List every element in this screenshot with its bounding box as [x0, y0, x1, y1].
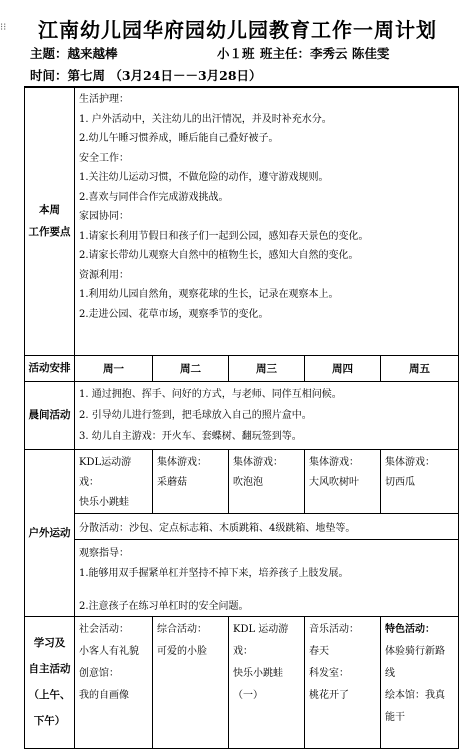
plan-line: 1.请家长利用节假日和孩子们一起到公园，感知春天景色的变化。 — [79, 230, 369, 242]
day-tuesday: 周二 — [153, 355, 229, 381]
outdoor-game-friday: 集体游戏： 切西瓜 — [381, 449, 459, 513]
outdoor-game-monday: KDL运动游戏： 快乐小跳蛙 — [75, 449, 153, 513]
outdoor-guidance: 观察指导： 1.能够用双手握紧单杠并坚持不掉下来，培养孩子上肢发展。 2.注意孩子在练习单杠时的安全问题。 — [75, 539, 459, 616]
plan-label: 本周 工作要点 — [25, 87, 75, 355]
outdoor-game-wednesday: 集体游戏： 吹泡泡 — [229, 449, 305, 513]
study-thursday: 音乐活动： 春天 科发室： 桃花开了 — [305, 616, 381, 748]
plan-line: 1.利用幼儿园自然角，观察花球的生长，记录在观察本上。 — [79, 289, 339, 300]
morning-line: 2. 引导幼儿进行签到，把毛球放入自己的照片盒中。 — [79, 409, 312, 421]
plan-row — [25, 87, 459, 355]
day-friday: 周五 — [381, 355, 459, 381]
morning-label: 晨间活动 — [25, 381, 75, 449]
time-label: 时间：第七周 （3月24日－－3月28日） — [30, 68, 262, 83]
plan-line: 2.喜欢与同伴合作完成游戏挑战。 — [79, 191, 229, 203]
class-label: 小１班 — [217, 46, 255, 61]
plan-line: 1.关注幼儿运动习惯，不做危险的动作，遵守游戏规则。 — [79, 172, 329, 183]
outdoor-guidance-row — [25, 539, 459, 616]
schedule-row — [25, 355, 459, 381]
outdoor-game-thursday: 集体游戏： 大风吹树叶 — [305, 449, 381, 513]
study-monday: 社会活动： 小客人有礼貌 创意馆： 我的自画像 — [75, 616, 153, 748]
outdoor-games-row — [25, 449, 459, 513]
drag-handle-icon[interactable]: ⁝⁝ — [0, 22, 7, 33]
study-tuesday: 综合活动： 可爱的小脸 — [153, 616, 229, 748]
morning-line: 3. 幼儿自主游戏：开火车、套蝶树、翻玩签到等。 — [79, 430, 302, 442]
plan-line: 安全工作： — [79, 152, 129, 164]
day-wednesday: 周三 — [229, 355, 305, 381]
header-row-1 — [30, 44, 390, 62]
schedule-label: 活动安排 — [25, 355, 75, 381]
plan-line: 2.幼儿午睡习惯养成，睡后能自己叠好被子。 — [79, 133, 279, 144]
outdoor-label: 户外运动 — [25, 449, 75, 616]
study-wednesday: KDL 运动游戏： 快乐小跳蛙 （一） — [229, 616, 305, 748]
morning-line: 1. 通过拥抱、挥手、问好的方式，与老师、同伴互相问候。 — [79, 388, 342, 400]
morning-row — [25, 381, 459, 449]
study-label: 学习及 自主活动 （上午、 下午） — [25, 616, 75, 748]
day-thursday: 周四 — [305, 355, 381, 381]
plan-line: 资源利用： — [79, 269, 129, 281]
weekly-plan-table — [24, 86, 459, 749]
plan-line: 1. 户外活动中，关注幼儿的出汗情况，并及时补充水分。 — [79, 113, 332, 125]
theme-label: 主题：越来越棒 — [30, 46, 118, 61]
outdoor-zones-row — [25, 513, 459, 539]
plan-line: 家园协同： — [79, 211, 129, 222]
teachers-label: 班主任：李秀云 陈佳雯 — [260, 46, 390, 61]
plan-content — [75, 87, 459, 355]
outdoor-zones: 分散活动：沙包、定点标志箱、木质跳箱、4级跳箱、地垫等。 — [75, 513, 459, 539]
plan-line: 2.走进公园、花草市场，观察季节的变化。 — [79, 308, 269, 320]
page-title: 江南幼儿园华府园幼儿园教育工作一周计划 — [38, 18, 437, 42]
plan-line: 生活护理： — [79, 94, 129, 105]
plan-line: 2.请家长带幼儿观察大自然中的植物生长，感知大自然的变化。 — [79, 250, 359, 261]
study-row — [25, 616, 459, 748]
study-friday: 特色活动： 体验骑行新路线 绘本馆：我真能干 — [381, 616, 459, 748]
morning-content — [75, 381, 459, 449]
day-monday: 周一 — [75, 355, 153, 381]
outdoor-game-tuesday: 集体游戏： 采蘑菇 — [153, 449, 229, 513]
